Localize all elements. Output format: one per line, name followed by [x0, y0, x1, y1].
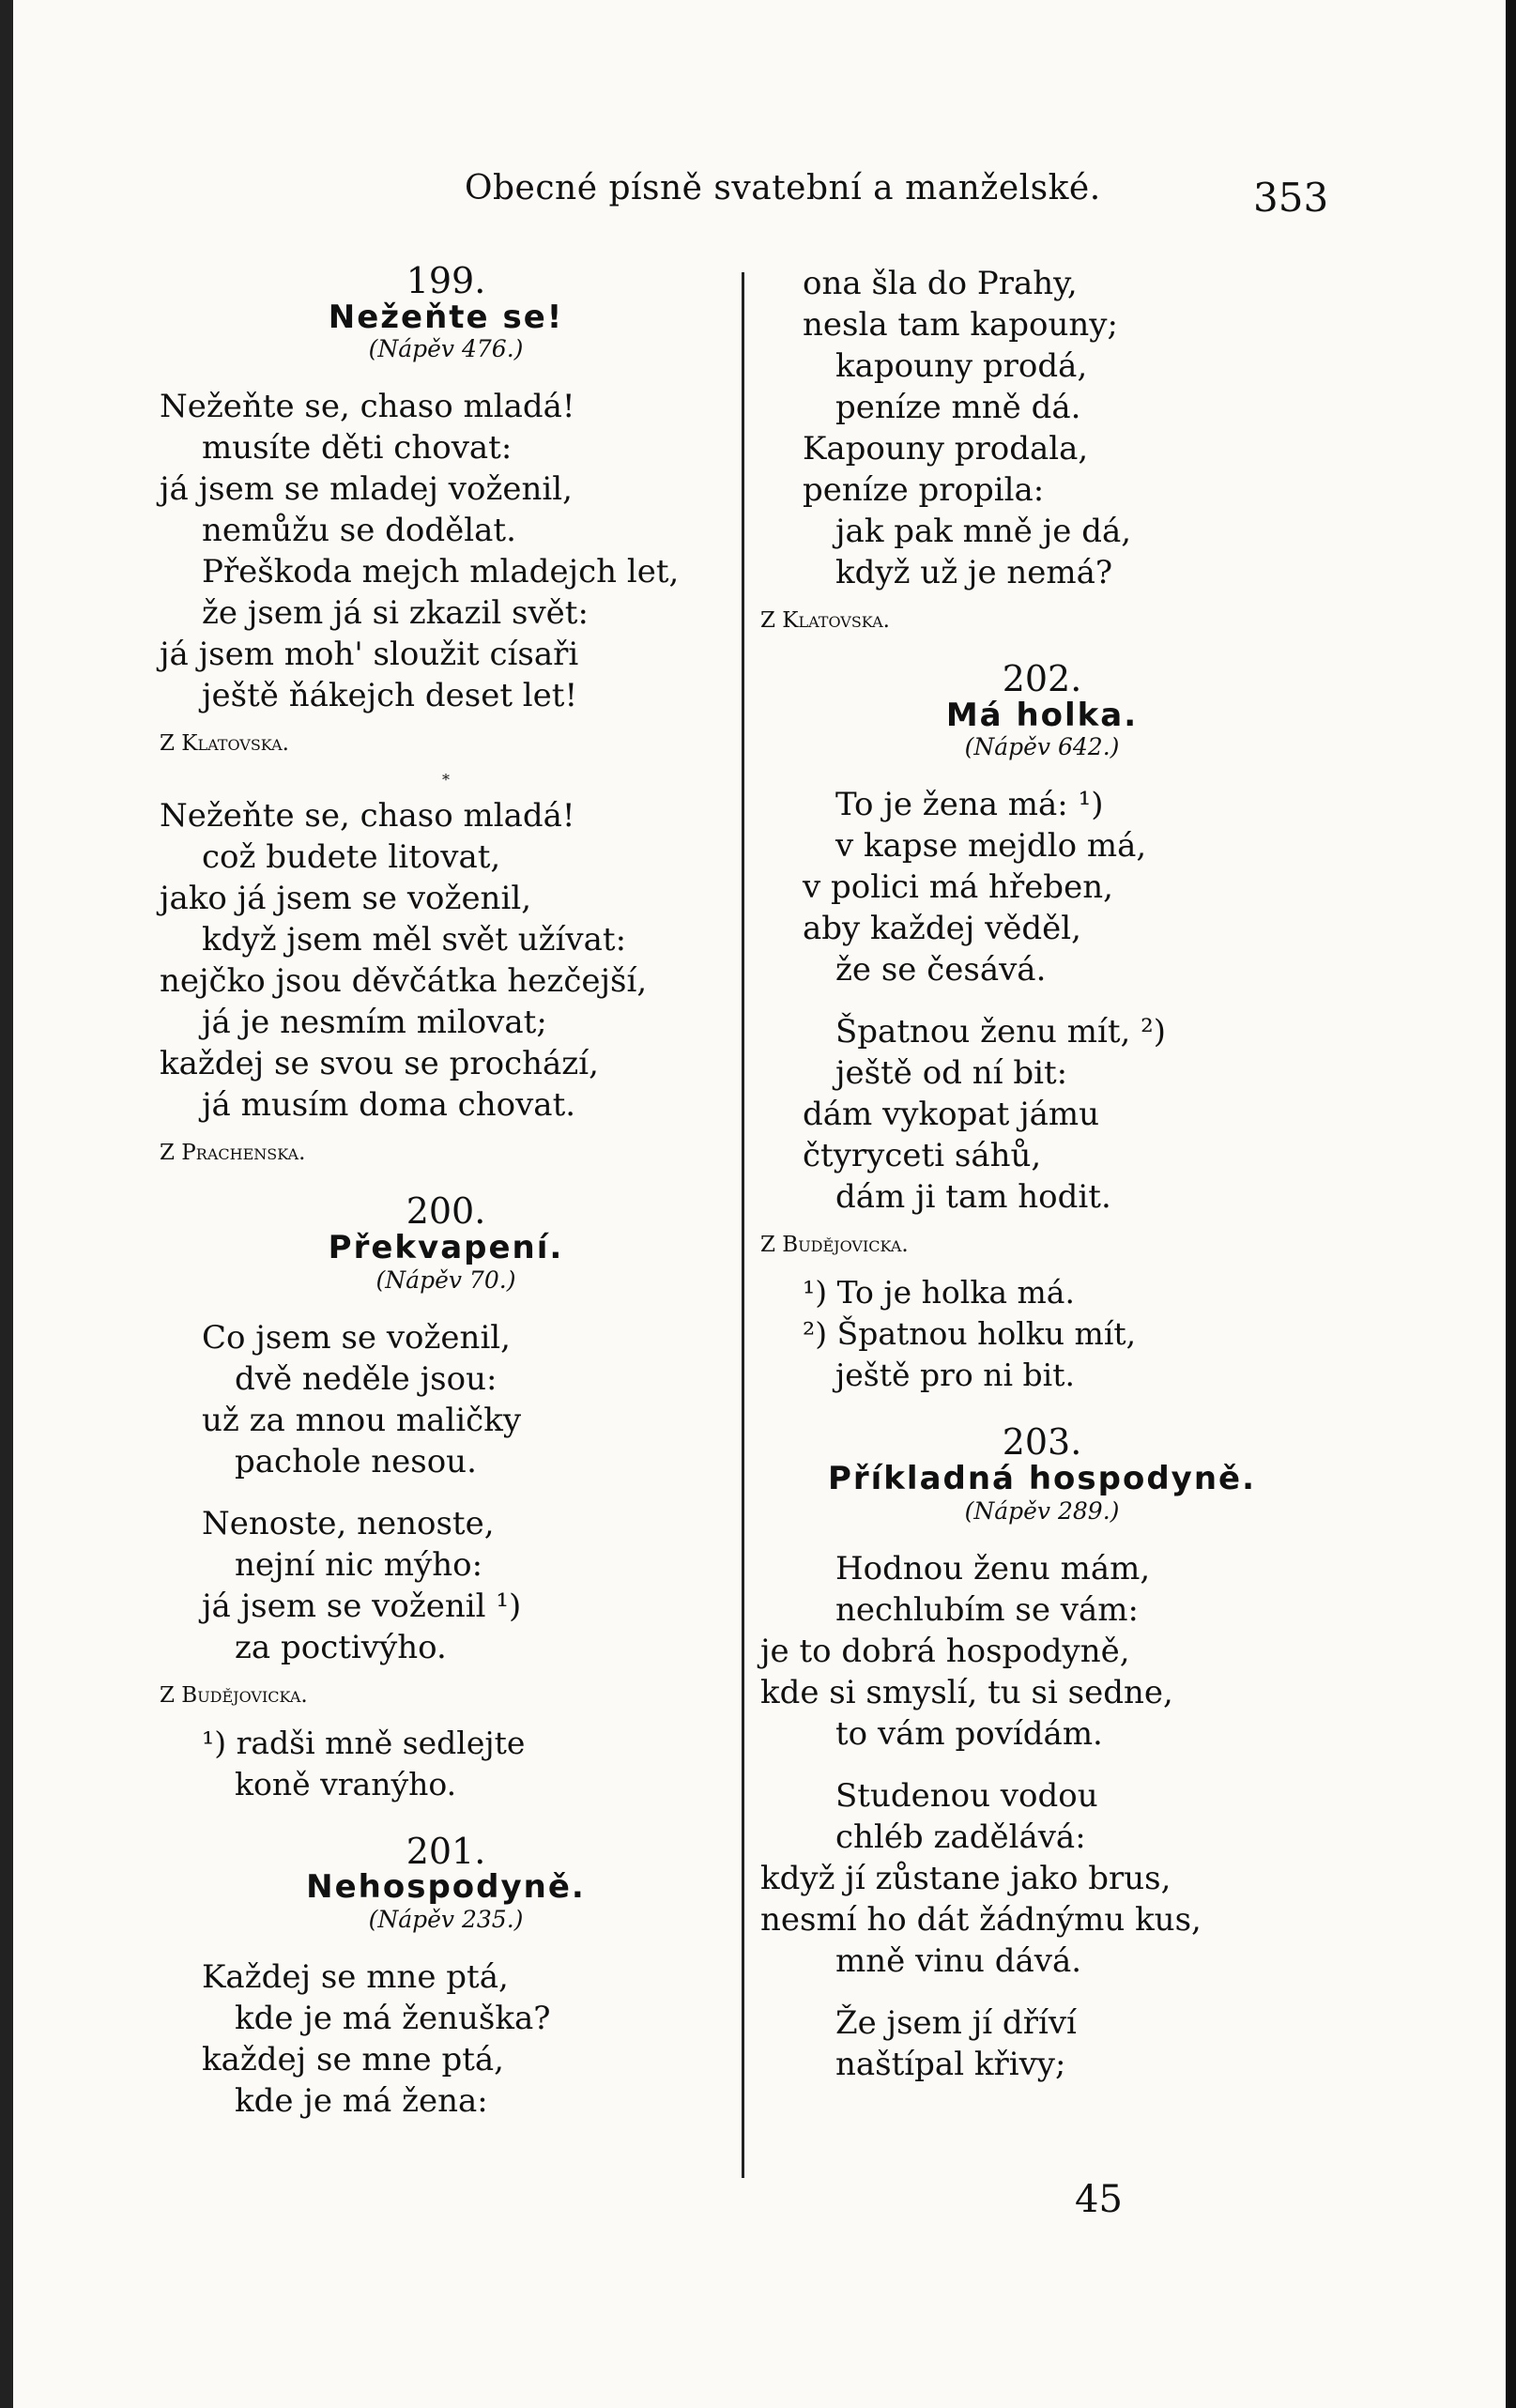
- stanza: [160, 1317, 732, 1482]
- song-201-continued: [760, 263, 1324, 633]
- verse-line: je to dobrá hospodyně,: [760, 1632, 1130, 1670]
- verse-line: to vám povídám.: [835, 1714, 1103, 1753]
- song-199: [160, 260, 732, 1166]
- origin-note: Z Klatovska.: [760, 608, 890, 633]
- verse-line: že se česává.: [835, 951, 1047, 989]
- verse-line: že jsem já si zkazil svět:: [202, 594, 589, 633]
- verse-line: každej se svou se prochází,: [160, 1045, 599, 1083]
- verse-line: když už je nemá?: [835, 554, 1113, 591]
- left-column: [160, 260, 732, 2150]
- song-title: Nežeňte se!: [328, 298, 564, 336]
- verse-line: Nenoste, nenoste,: [202, 1504, 495, 1542]
- origin-note: Z Klatovska.: [160, 731, 289, 757]
- verse-line: já musím doma chovat.: [202, 1086, 576, 1125]
- tune-reference: (Nápěv 235.): [368, 1905, 524, 1933]
- verse-line: už za mnou maličky: [202, 1401, 522, 1439]
- verse-line: kde si smyslí, tu si sedne,: [760, 1673, 1173, 1711]
- verse-line: aby každej věděl,: [803, 910, 1081, 948]
- verse-line: já je nesmím milovat;: [202, 1004, 547, 1042]
- verse-line: když jí zůstane jako brus,: [760, 1859, 1171, 1897]
- footnote: ¹) radši mně sedlejte: [202, 1724, 526, 1761]
- song-number: 200.: [406, 1190, 486, 1233]
- stanza: [760, 1775, 1324, 1982]
- verse-line: ještě ňákejch deset let!: [202, 677, 578, 715]
- verse-line: Přeškoda mejch mladejch let,: [202, 553, 680, 591]
- verse-line: nechlubím se vám:: [835, 1590, 1139, 1629]
- verse-line: kde je má žena:: [235, 2081, 488, 2120]
- verse-line: v kapse mejdlo má,: [835, 827, 1147, 866]
- stanza: [160, 386, 732, 716]
- footnote: ještě pro ni bit.: [835, 1357, 1075, 1394]
- column-divider: [742, 272, 744, 2178]
- verse-line: pachole nesou.: [235, 1442, 477, 1480]
- footnote: koně vranýho.: [235, 1765, 457, 1802]
- verse-line: naštípal křivy;: [835, 2045, 1066, 2083]
- song-number: 201.: [406, 1830, 486, 1872]
- stanza: [760, 263, 1324, 593]
- song-number: 202.: [1002, 658, 1082, 699]
- verse-line: Hodnou ženu mám,: [835, 1549, 1151, 1587]
- verse-line: což budete litovat,: [202, 838, 501, 877]
- verse-line: dám vykopat jámu: [803, 1096, 1100, 1134]
- song-200: [160, 1190, 732, 1804]
- verse-line: Kapouny prodala,: [803, 430, 1089, 468]
- verse-line: každej se mne ptá,: [202, 2040, 504, 2078]
- verse-line: Nežeňte se, chaso mladá!: [160, 797, 575, 836]
- verse-line: nesmí ho dát žádnýmu kus,: [760, 1900, 1202, 1939]
- page-number: 353: [1253, 175, 1329, 221]
- stanza: [760, 784, 1324, 990]
- signature-mark: 45: [1075, 2178, 1123, 2221]
- verse-line: nejní nic mýho:: [235, 1545, 483, 1584]
- song-202: [760, 658, 1324, 1396]
- verse-line: nejčko jsou děvčátka hezčejší,: [160, 962, 648, 1001]
- verse-line: ona šla do Prahy,: [803, 265, 1078, 302]
- stanza: [160, 1956, 732, 2122]
- scan-edge-left: [0, 0, 13, 2408]
- verse-line: Že jsem jí dříví: [835, 2003, 1077, 2042]
- stanza: [160, 1503, 732, 1668]
- song-title: Nehospodyně.: [306, 1868, 586, 1907]
- verse-line: v polici má hřeben,: [803, 868, 1113, 907]
- song-201: [160, 1830, 732, 2122]
- verse-line: Každej se mne ptá,: [202, 1957, 509, 1996]
- song-title: Příkladná hospodyně.: [827, 1460, 1257, 1498]
- right-column: [760, 263, 1324, 2113]
- section-mark: *: [442, 771, 450, 790]
- verse-line: Špatnou ženu mít, ²): [835, 1013, 1166, 1051]
- verse-line: Co jsem se voženil,: [202, 1318, 511, 1357]
- tune-reference: (Nápěv 70.): [375, 1265, 516, 1294]
- verse-line: ještě od ní bit:: [835, 1054, 1068, 1093]
- verse-line: nesla tam kapouny;: [803, 306, 1118, 344]
- tune-reference: (Nápěv 476.): [368, 335, 524, 363]
- verse-line: kapouny prodá,: [835, 347, 1088, 385]
- origin-note: Z Budějovicka.: [160, 1682, 308, 1708]
- verse-line: čtyryceti sáhů,: [803, 1137, 1042, 1175]
- verse-line: jak pak mně je dá,: [835, 513, 1132, 550]
- verse-line: peníze propila:: [803, 471, 1045, 509]
- verse-line: Studenou vodou: [835, 1776, 1098, 1815]
- footnote: ¹) To je holka má.: [803, 1274, 1075, 1311]
- song-203: [760, 1421, 1324, 2084]
- song-number: 203.: [1002, 1421, 1082, 1464]
- verse-line: dám ji tam hodit.: [835, 1178, 1111, 1217]
- tune-reference: (Nápěv 289.): [964, 1496, 1120, 1525]
- verse-line: musíte děti chovat:: [202, 429, 513, 468]
- stanza: [760, 2002, 1324, 2085]
- scan-edge-right: [1506, 0, 1516, 2408]
- verse-line: mně vinu dává.: [835, 1941, 1082, 1980]
- stanza: [160, 795, 732, 1126]
- verse-line: nemůžu se dodělat.: [202, 512, 516, 550]
- verse-line: To je žena má: ¹): [835, 786, 1104, 824]
- song-title: Překvapení.: [328, 1229, 564, 1267]
- verse-line: kde je má ženuška?: [235, 1999, 551, 2037]
- verse-line: já jsem se voženil ¹): [202, 1587, 522, 1625]
- verse-line: jako já jsem se voženil,: [160, 880, 532, 918]
- footnote: ²) Špatnou holku mít,: [803, 1315, 1137, 1353]
- running-title: Obecné písně svatební a manželské.: [465, 169, 1101, 207]
- song-number: 199.: [406, 260, 486, 301]
- verse-line: chléb zadělává:: [835, 1818, 1086, 1856]
- origin-note: Z Prachenska.: [160, 1141, 306, 1166]
- verse-line: Nežeňte se, chaso mladá!: [160, 388, 575, 426]
- origin-note: Z Budějovicka.: [760, 1233, 909, 1258]
- verse-line: já jsem se mladej voženil,: [160, 470, 573, 509]
- verse-line: peníze mně dá.: [835, 389, 1081, 426]
- song-title: Má holka.: [945, 696, 1139, 734]
- verse-line: za poctivýho.: [235, 1628, 447, 1666]
- stanza: [760, 1011, 1324, 1218]
- tune-reference: (Nápěv 642.): [964, 733, 1120, 761]
- verse-line: když jsem měl svět užívat:: [202, 921, 627, 959]
- stanza: [760, 1548, 1324, 1755]
- verse-line: dvě neděle jsou:: [235, 1359, 498, 1398]
- verse-line: já jsem moh' sloužit císaři: [160, 636, 579, 674]
